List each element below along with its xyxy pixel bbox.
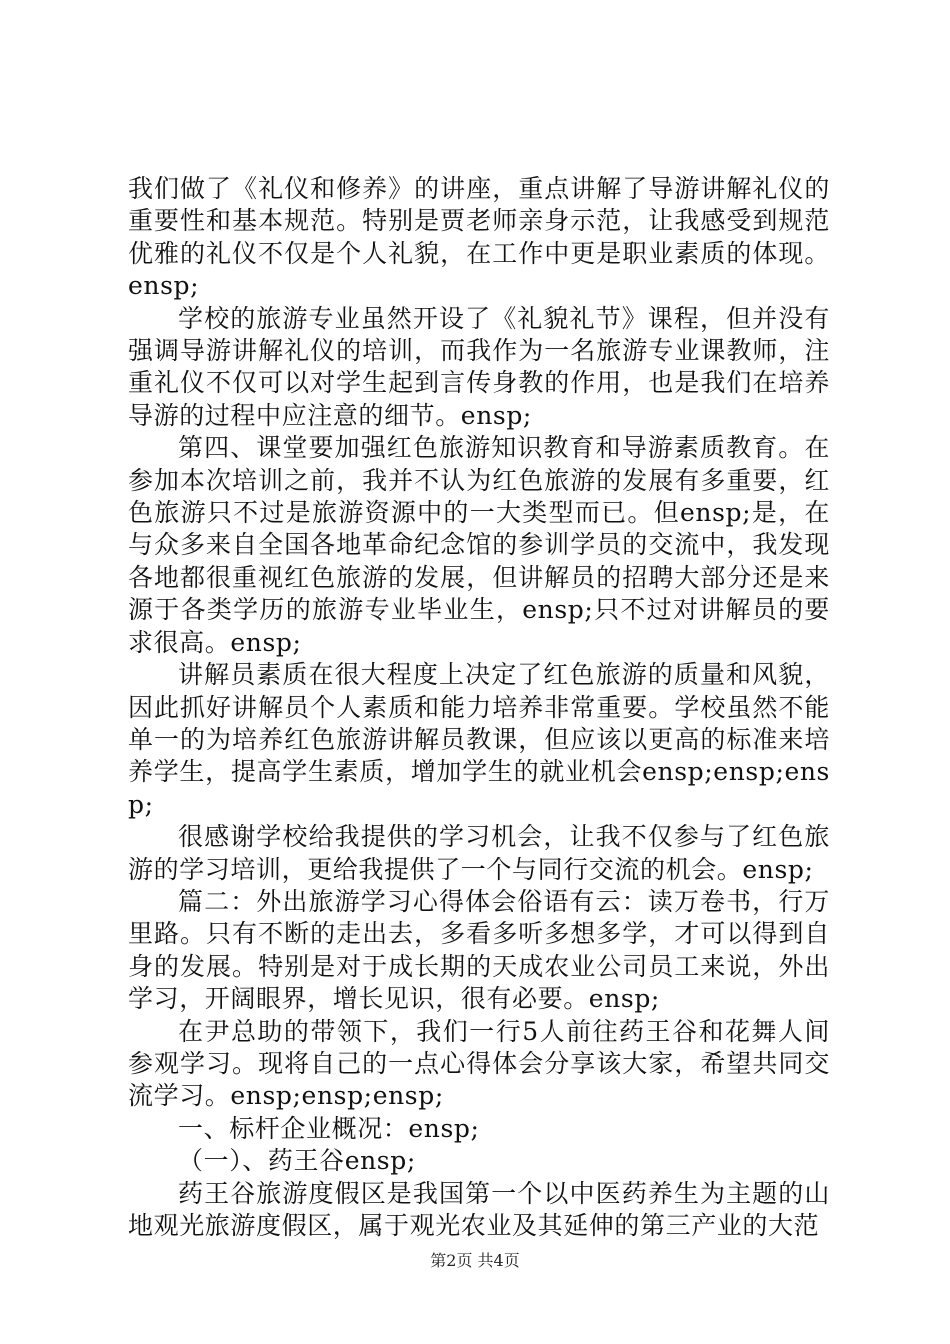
page-number-footer: 第2页 共4页 [430,1251,520,1270]
paragraph: 药王谷旅游度假区是我国第一个以中医药养生为主题的山地观光旅游度假区，属于观光农业及其延伸的第三产业的大范 [128,1178,830,1240]
paragraph: 篇二：外出旅游学习心得体会俗语有云：读万卷书，行万里路。只有不断的走出去，多看多听多想多学，才可以得到自身的发展。特别是对于成长期的天成农业公司员工来说，外出学习，开阔眼界，增长见识，很有必要。ensp; [128,886,830,1014]
paragraph: 我们做了《礼仪和修养》的讲座，重点讲解了导游讲解礼仪的重要性和基本规范。特别是贾老师亲身示范，让我感受到规范优雅的礼仪不仅是个人礼貌，在工作中更是职业素质的体现。ensp; [128,174,830,301]
paragraph: 在尹总助的带领下，我们一行5人前往药王谷和花舞人间参观学习。现将自己的一点心得体会分享该大家，希望共同交流学习。ensp;ensp;ensp; [128,1016,830,1111]
paragraph: 讲解员素质在很大程度上决定了红色旅游的质量和风貌，因此抓好讲解员个人素质和能力培养非常重要。学校虽然不能单一的为培养红色旅游讲解员教课，但应该以更高的标准来培养学生，提高学生素质，增加学生的就业机会ensp;ensp;ensp; [128,660,830,819]
document-body [128,173,830,1242]
section-heading: 一、标杆企业概况：ensp; [178,1113,480,1143]
paragraph: 很感谢学校给我提供的学习机会，让我不仅参与了红色旅游的学习培训，更给我提供了一个与同行交流的机会。ensp; [128,822,830,884]
subsection-heading: （一）、药王谷ensp; [178,1146,416,1176]
paragraph: 学校的旅游专业虽然开设了《礼貌礼节》课程，但并没有强调导游讲解礼仪的培训，而我作为一名旅游专业课教师，注重礼仪不仅可以对学生起到言传身教的作用，也是我们在培养导游的过程中应注意的细节。ensp; [128,303,830,430]
paragraph: 第四、课堂要加强红色旅游知识教育和导游素质教育。在参加本次培训之前，我并不认为红色旅游的发展有多重要，红色旅游只不过是旅游资源中的一大类型而已。但ensp;是，在与众多来自全国各地革命纪念馆的参训学员的交流中，我发现各地都很重视红色旅游的发展，但讲解员的招聘大部分还是来源于各类学历的旅游专业毕业生，ensp;只不过对讲解员的要求很高。ensp; [128,433,830,657]
